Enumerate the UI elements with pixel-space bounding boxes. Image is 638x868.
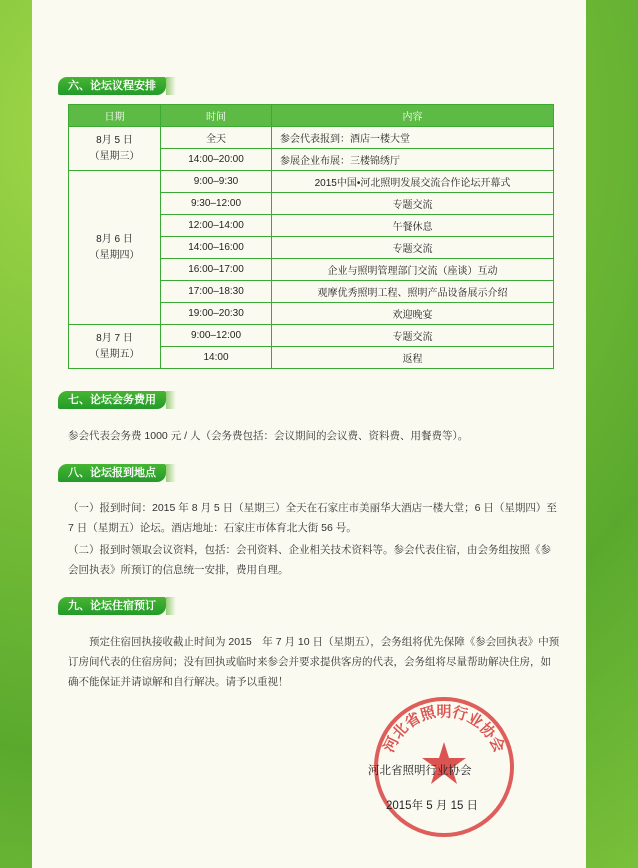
section-8-heading: 八、论坛报到地点	[58, 464, 166, 482]
time-cell: 17:00–18:30	[161, 281, 272, 303]
organization-name: 河北省照明行业协会	[368, 765, 472, 777]
lodging-paragraph: 预定住宿回执接收截止时间为 2015 年 7 月 10 日（星期五），会务组将优先保障《参会回执表》中预订房间代表的住宿房间；没有回执或临时来参会并要求提供客房的代表，会务组将尽量帮助解决住房，如确不能保证并请谅解和自行解决。请予以重视！	[68, 636, 560, 688]
section-9-heading: 九、论坛住宿预订	[58, 597, 166, 615]
content-cell: 参会代表报到：酒店一楼大堂	[272, 127, 554, 149]
content-cell: 2015中国•河北照明发展交流合作论坛开幕式	[272, 171, 554, 193]
page	[32, 0, 586, 868]
date-cell	[69, 171, 161, 325]
content-cell: 企业与照明管理部门交流（座谈）互动	[272, 259, 554, 281]
content-cell: 参展企业布展：三楼锦绣厅	[272, 149, 554, 171]
time-cell: 14:00	[161, 347, 272, 369]
table-row	[69, 325, 554, 347]
header-date: 日期	[69, 105, 161, 127]
table-row	[69, 127, 554, 149]
svg-text:河北省照明行业协会: 河北省照明行业协会	[381, 704, 507, 756]
fee-paragraph: 参会代表会务费 1000 元 / 人（会务费包括：会议期间的会议费、资料费、用餐费等）。	[68, 430, 469, 442]
time-cell: 14:00–20:00	[161, 149, 272, 171]
section-6-heading: 六、论坛议程安排	[58, 77, 166, 95]
section-7-heading: 七、论坛会务费用	[58, 391, 166, 409]
time-cell: 9:00–9:30	[161, 171, 272, 193]
header-content: 内容	[272, 105, 554, 127]
date-label: 8月 7 日	[96, 332, 133, 344]
date-label: 8月 6 日	[96, 233, 133, 245]
signature-date: 2015年 5 月 15 日	[386, 800, 479, 812]
date-cell	[69, 325, 161, 369]
time-cell: 9:30–12:00	[161, 193, 272, 215]
weekday-label: （星期三）	[89, 150, 140, 162]
content-cell: 返程	[272, 347, 554, 369]
weekday-label: （星期五）	[89, 348, 140, 360]
content-cell: 欢迎晚宴	[272, 303, 554, 325]
time-cell: 9:00–12:00	[161, 325, 272, 347]
time-cell: 全天	[161, 127, 272, 149]
content-cell: 专题交流	[272, 325, 554, 347]
checkin-paragraph-2: （二）报到时领取会议资料，包括：会刊资料、企业相关技术资料等。参会代表住宿，由会务组按照《参会回执表》所预订的信息统一安排，费用自理。	[68, 544, 551, 576]
content-cell: 观摩优秀照明工程、照明产品设备展示介绍	[272, 281, 554, 303]
content-cell: 专题交流	[272, 237, 554, 259]
checkin-paragraph-1: （一）报到时间：2015 年 8 月 5 日（星期三）全天在石家庄市美丽华大酒店一楼大堂；6 日（星期四）至 7 日（星期五）论坛。酒店地址：石家庄市体育北大街 56 号。	[68, 502, 557, 534]
time-cell: 12:00–14:00	[161, 215, 272, 237]
weekday-label: （星期四）	[89, 249, 140, 261]
time-cell: 14:00–16:00	[161, 237, 272, 259]
time-cell: 19:00–20:30	[161, 303, 272, 325]
content-cell: 午餐休息	[272, 215, 554, 237]
header-time: 时间	[161, 105, 272, 127]
time-cell: 16:00–17:00	[161, 259, 272, 281]
schedule-table	[68, 104, 554, 369]
date-cell	[69, 127, 161, 171]
content-cell: 专题交流	[272, 193, 554, 215]
table-header-row	[69, 105, 554, 127]
table-row	[69, 171, 554, 193]
date-label: 8月 5 日	[96, 134, 133, 146]
